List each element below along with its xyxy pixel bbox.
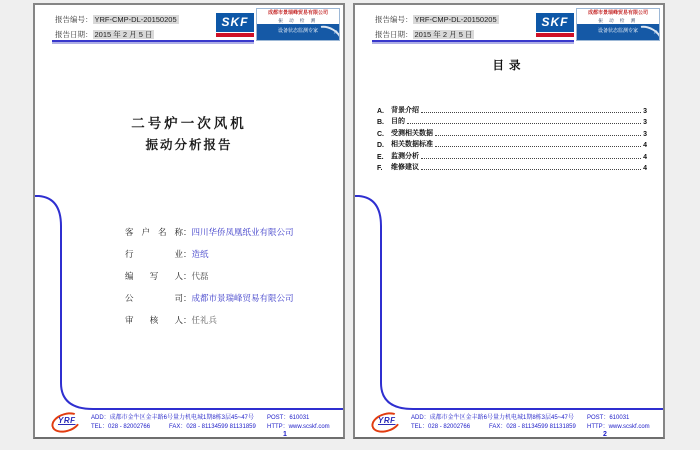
- footer-fax-label: FAX：: [169, 424, 187, 430]
- banner-company-name: 成都市景瑞峰贸易有限公司: [587, 10, 648, 16]
- skf-logo-text: SKF: [536, 13, 574, 32]
- report-number-row: [375, 12, 499, 27]
- toc-letter: D.: [377, 142, 384, 149]
- header-logos: [216, 8, 340, 41]
- toc-entry[interactable]: [377, 126, 647, 138]
- banner-arrow-icon: »: [333, 27, 338, 36]
- info-row-reviewer: [125, 314, 294, 336]
- banner-slogan-strip: [257, 24, 339, 40]
- footer-post-label: POST：: [587, 415, 610, 421]
- footer-post: [267, 414, 309, 423]
- footer-http-label: HTTP：: [267, 424, 289, 430]
- toc-leader-dots: [421, 169, 641, 170]
- toc-letter: B.: [377, 119, 384, 126]
- info-colon: ：: [183, 315, 192, 325]
- banner-company-name: 成都市景瑞峰贸易有限公司: [267, 10, 328, 16]
- report-date-label: 报告日期：: [375, 30, 413, 39]
- footer-http-value: www.scskf.com: [608, 424, 650, 430]
- info-row-industry: [125, 248, 294, 270]
- footer-fax: [489, 423, 587, 432]
- toc-page-number: 4: [643, 153, 647, 161]
- toc-leader-dots: [435, 146, 641, 147]
- skf-logo-redbar: [216, 33, 254, 37]
- yrf-logo-text: YRF: [378, 416, 396, 425]
- footer-add-label: ADD：: [91, 415, 110, 421]
- toc-entry[interactable]: [377, 161, 647, 173]
- toc-letter: A.: [377, 107, 384, 115]
- banner-slogan: 设备状态监测专家: [277, 28, 318, 34]
- info-value: 成都市景瑞峰贸易有限公司: [191, 293, 294, 303]
- blue-border-curve: [35, 5, 343, 437]
- info-colon: ：: [183, 227, 192, 237]
- report-page-1: [33, 3, 345, 439]
- info-row-customer: [125, 226, 294, 248]
- toc-entry[interactable]: [377, 103, 647, 115]
- toc-leader-dots: [421, 158, 641, 159]
- footer-tel-value: 028 - 82002766: [428, 424, 471, 430]
- company-banner: [576, 8, 660, 41]
- report-number-row: [55, 12, 179, 27]
- banner-slogan-strip: [577, 24, 659, 40]
- info-label: 审 核 人: [125, 315, 183, 325]
- banner-arrow-icon: »: [653, 27, 658, 36]
- toc-entry-title: 受测相关数据: [391, 129, 433, 137]
- toc-page-number: 3: [643, 119, 647, 126]
- footer-add-value: 成都市金牛区金丰路6号量力机电城1期8栋3层45~47号: [109, 415, 254, 421]
- report-number-value: YRF-CMP-DL-20150205: [414, 15, 497, 24]
- footer-tel-value: 028 - 82002766: [108, 424, 151, 430]
- report-number-label: 报告编号：: [55, 15, 93, 24]
- info-row-author: [125, 270, 294, 292]
- footer-http-value: www.scskf.com: [288, 424, 330, 430]
- info-value: 代磊: [191, 271, 209, 281]
- toc-entry-title: 背景介绍: [391, 106, 419, 114]
- toc-title: 目录: [492, 60, 526, 72]
- footer-tel: [91, 423, 169, 432]
- report-title-line2: 振动分析报告: [145, 138, 233, 152]
- footer-row-2: [411, 423, 650, 432]
- header-logos: [536, 8, 660, 41]
- report-date-value: 2015 年 2 月 5 日: [414, 30, 473, 39]
- footer-fax-label: FAX：: [489, 424, 507, 430]
- report-number-label: 报告编号：: [375, 15, 413, 24]
- toc-entry-title: 相关数据标准: [391, 141, 433, 148]
- toc-entry[interactable]: [377, 115, 647, 127]
- toc-page-number: 3: [643, 107, 647, 115]
- footer-fax: [169, 423, 267, 432]
- customer-info-block: [125, 226, 294, 336]
- footer-post-label: POST：: [267, 415, 290, 421]
- info-value: 四川华侨凤凰纸业有限公司: [191, 227, 294, 237]
- company-banner: [256, 8, 340, 41]
- skf-logo-redbar: [536, 33, 574, 37]
- report-number-value: YRF-CMP-DL-20150205: [94, 15, 177, 24]
- toc-leader-dots: [407, 123, 641, 124]
- banner-subtitle: 振 动 检 测: [278, 18, 318, 23]
- report-date-label: 报告日期：: [55, 30, 93, 39]
- report-page-2: [353, 3, 665, 439]
- footer-fax-value: 028 - 81134599 81131859: [186, 424, 256, 430]
- toc-entry-title: 维修建议: [391, 164, 419, 171]
- info-colon: ：: [183, 271, 192, 281]
- info-label: 公 司: [125, 293, 183, 303]
- info-colon: ：: [183, 249, 192, 259]
- skf-logo: [536, 13, 574, 37]
- toc-letter: E.: [377, 153, 384, 161]
- skf-logo: [216, 13, 254, 37]
- toc-leader-dots: [421, 112, 641, 113]
- toc-letter: F.: [377, 165, 383, 172]
- toc-letter: C.: [377, 130, 384, 138]
- toc-entry[interactable]: [377, 138, 647, 150]
- toc-page-number: 3: [643, 130, 647, 138]
- report-header-fields: [375, 12, 499, 42]
- report-title-line1: 二号炉一次风机: [131, 116, 247, 131]
- footer-http-label: HTTP：: [587, 424, 609, 430]
- skf-logo-text: SKF: [216, 13, 254, 32]
- yrf-logo-text: YRF: [58, 416, 76, 425]
- footer-tel-label: TEL：: [411, 424, 429, 430]
- footer-tel-label: TEL：: [91, 424, 109, 430]
- toc-entry-title: 监测分析: [391, 152, 419, 160]
- footer-post-value: 610031: [289, 415, 310, 421]
- page-number: 1: [283, 431, 287, 438]
- banner-subtitle: 振 动 检 测: [598, 18, 638, 23]
- footer-post-value: 610031: [609, 415, 630, 421]
- footer-contact-block: [411, 414, 650, 432]
- toc-leader-dots: [435, 135, 641, 136]
- footer-fax-value: 028 - 81134599 81131859: [506, 424, 576, 430]
- report-header-fields: [55, 12, 179, 42]
- info-label: 编 写 人: [125, 271, 183, 281]
- info-colon: ：: [183, 293, 192, 303]
- info-value: 任礼兵: [191, 315, 218, 325]
- toc-list: [377, 103, 647, 172]
- yrf-logo: [371, 412, 409, 434]
- footer-http: [267, 423, 330, 432]
- footer-row-1: [411, 414, 650, 423]
- footer-row-1: [91, 414, 330, 423]
- footer-http: [587, 423, 650, 432]
- info-label: 客 户 名 称: [125, 227, 183, 237]
- banner-slogan: 设备状态监测专家: [597, 28, 638, 34]
- page-number: 2: [603, 431, 607, 438]
- info-row-company: [125, 292, 294, 314]
- footer-tel: [411, 423, 489, 432]
- toc-page-number: 4: [643, 142, 647, 149]
- toc-entry[interactable]: [377, 149, 647, 161]
- toc-entry-title: 目的: [391, 118, 405, 125]
- info-value: 造纸: [191, 249, 209, 259]
- footer-add-value: 成都市金牛区金丰路6号量力机电城1期8栋3层45~47号: [429, 415, 574, 421]
- footer-address: [411, 414, 587, 423]
- footer-address: [91, 414, 267, 423]
- footer-row-2: [91, 423, 330, 432]
- footer-contact-block: [91, 414, 330, 432]
- footer-post: [587, 414, 629, 423]
- footer-add-label: ADD：: [411, 415, 430, 421]
- toc-page-number: 4: [643, 165, 647, 172]
- yrf-logo: [51, 412, 89, 434]
- info-label: 行 业: [125, 249, 183, 259]
- report-date-value: 2015 年 2 月 5 日: [94, 30, 153, 39]
